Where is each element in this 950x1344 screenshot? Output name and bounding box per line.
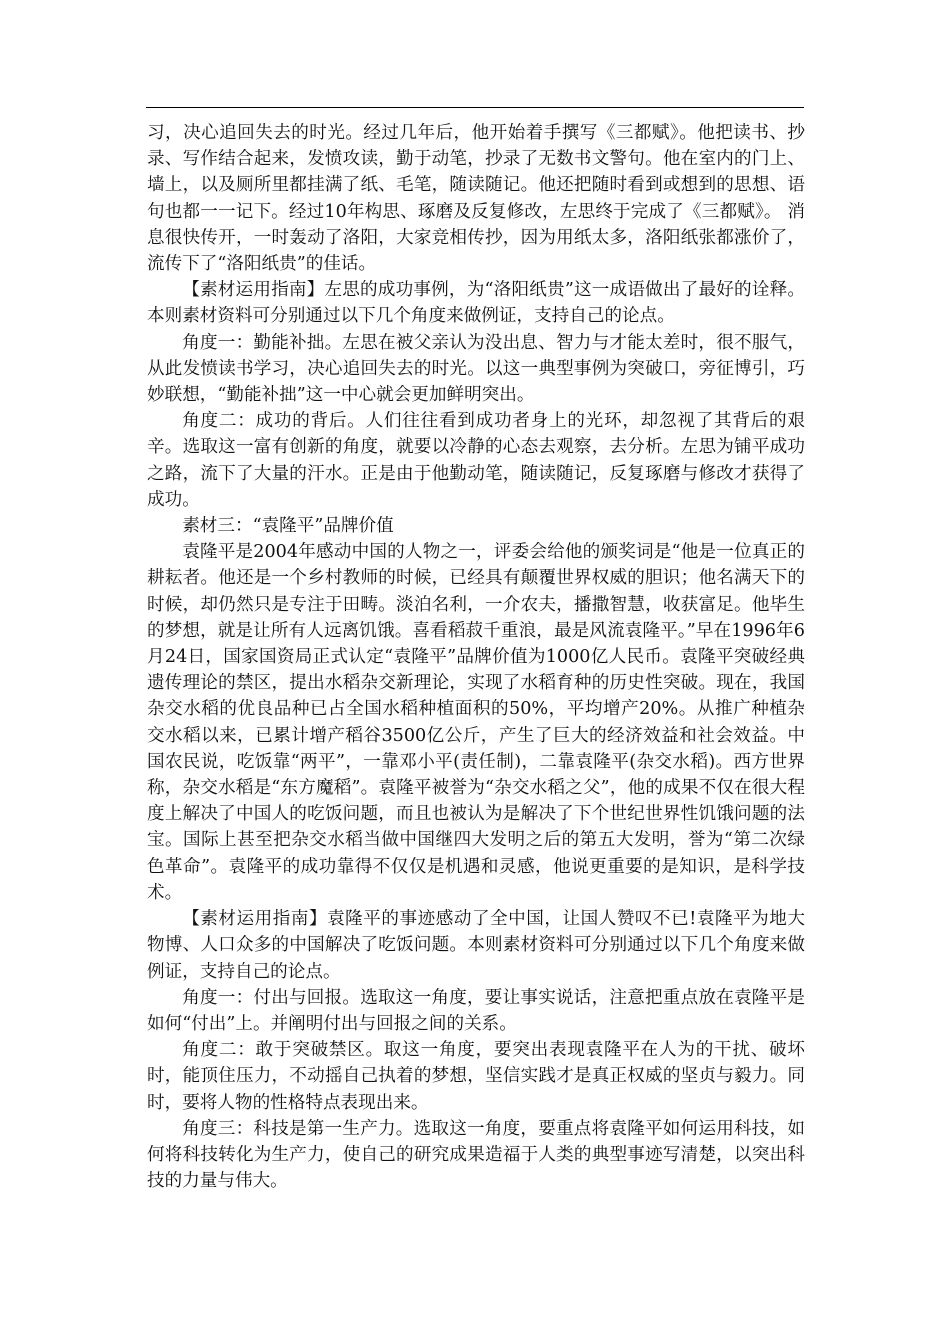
paragraph-yuan-longping-story: 袁隆平是2004年感动中国的人物之一，评委会给他的颁奖词是“他是一位真正的耕耘者。他还是一个乡村教师的时候，已经具有颠覆世界权威的胆识；他名满天下的时候，却仍然只是专注于田畴。淡泊名利，一介农夫，播撒智慧，收获富足。他毕生的梦想，就是让所有人远离饥饿。喜看稻菽千重浪，最是风流袁隆平。”早在1996年6月24日，国家国资局正式认定“袁隆平”品牌价值为1000亿人民币。袁隆平突破经典遗传理论的禁区，提出水稻杂交新理论，实现了水稻育种的历史性突破。现在，我国杂交水稻的优良品种已占全国水稻种植面积的50%，平均增产20%。从推广种植杂交水稻以来，已累计增产稻谷3500亿公斤，产生了巨大的经济效益和社会效益。中国农民说，吃饭靠“两平”，一靠邓小平(责任制)，二靠袁隆平(杂交水稻)。西方世界称，杂交水稻是“东方魔稻”。袁隆平被誉为“杂交水稻之父”，他的成果不仅在很大程度上解决了中国人的吃饭问题，而且也被认为是解决了下个世纪世界性饥饿问题的法宝。国际上甚至把杂交水稻当做中国继四大发明之后的第五大发明，誉为“第二次绿色革命”。袁隆平的成功靠得不仅仅是机遇和灵感，他说更重要的是知识，是科学技术。 — [147, 542, 805, 903]
section-heading-material-three: 素材三：“袁隆平”品牌价值 — [182, 516, 394, 537]
document-body — [147, 120, 805, 1194]
paragraph-zuosi-guide: 【素材运用指南】左思的成功事例，为“洛阳纸贵”这一成语做出了最好的诠释。本则素材资料可分别通过以下几个角度来做例证，支持自己的论点。 — [147, 280, 805, 327]
paragraph-yuan-angle-two: 角度二：敢于突破禁区。取这一角度，要突出表现袁隆平在人为的干扰、破坏时，能顶住压力，不动摇自己执着的梦想，坚信实践才是真正权威的坚贞与毅力。同时，要将人物的性格特点表现出来。 — [147, 1040, 805, 1113]
paragraph-zuosi-angle-two: 角度二：成功的背后。人们往往看到成功者身上的光环，却忽视了其背后的艰辛。选取这一富有创新的角度，就要以冷静的心态去观察，去分析。左思为铺平成功之路，流下了大量的汗水。正是由于他勤动笔，随读随记，反复琢磨与修改才获得了成功。 — [147, 411, 805, 510]
paragraph-zuosi-story-continued: 习，决心追回失去的时光。经过几年后，他开始着手撰写《三都赋》。他把读书、抄录、写作结合起来，发愤攻读，勤于动笔，抄录了无数书文警句。他在室内的门上、墙上，以及厕所里都挂满了纸、毛笔，随读随记。他还把随时看到或想到的思想、语句也都一一记下。经过10年构思、琢磨及反复修改，左思终于完成了《三都赋》。 消息很快传开，一时轰动了洛阳，大家竞相传抄，因为用纸太多，洛阳纸张都涨价了，流传下了“洛阳纸贵”的佳话。 — [147, 123, 805, 275]
paragraph-yuan-angle-three: 角度三：科技是第一生产力。选取这一角度，要重点将袁隆平如何运用科技，如何将科技转化为生产力，使自己的研究成果造福于人类的典型事迹写清楚，以突出科技的力量与伟大。 — [147, 1118, 805, 1192]
paragraph-zuosi-angle-one: 角度一：勤能补拙。左思在被父亲认为没出息、智力与才能太差时，很不服气，从此发愤读书学习，决心追回失去的时光。以这一典型事例为突破口，旁征博引，巧妙联想，“勤能补拙”这一中心就会更加鲜明突出。 — [147, 332, 805, 406]
header-rule — [146, 107, 804, 108]
paragraph-yuan-longping-guide: 【素材运用指南】袁隆平的事迹感动了全中国，让国人赞叹不已!袁隆平为地大物博、人口众多的中国解决了吃饭问题。本则素材资料可分别通过以下几个角度来做例证，支持自己的论点。 — [147, 909, 805, 982]
paragraph-yuan-angle-one: 角度一：付出与回报。选取这一角度，要让事实说话，注意把重点放在袁隆平是如何“付出”上。并阐明付出与回报之间的关系。 — [147, 987, 805, 1034]
